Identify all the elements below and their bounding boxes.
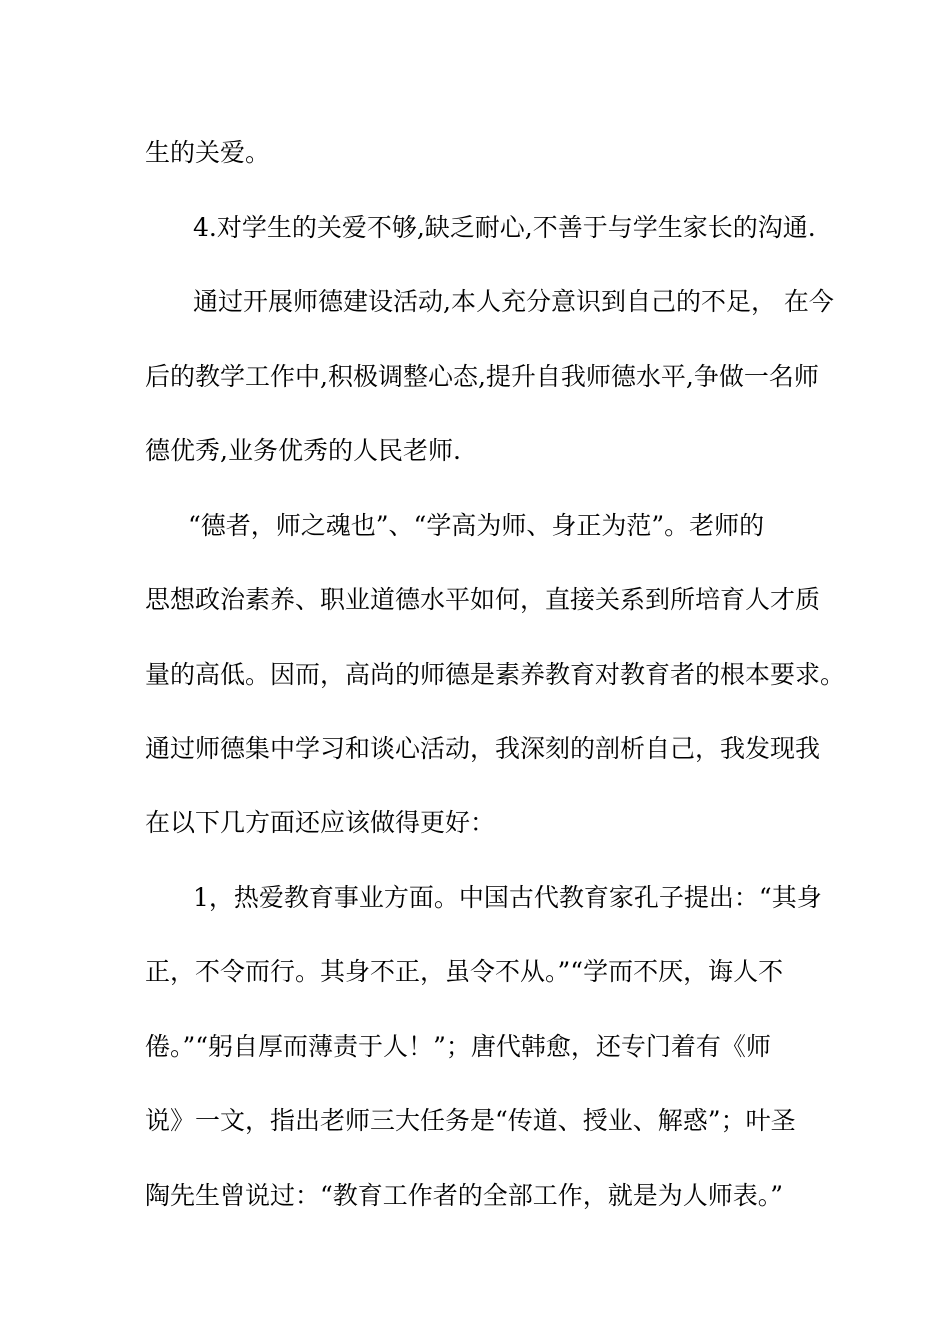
text-line: 4.对学生的关爱不够,缺乏耐心,不善于与学生家长的沟通. [193, 213, 816, 242]
text-line: 量的高低。因而，高尚的师德是素养教育对教育者的根本要求。 [145, 660, 846, 689]
text-line: 通过开展师德建设活动,本人充分意识到自己的不足， 在今 [193, 287, 834, 316]
text-line: 在以下几方面还应该做得更好： [145, 808, 496, 837]
text-line: 陶先生曾说过：“教育工作者的全部工作，就是为人师表。” [145, 1181, 784, 1210]
text-line: 1，热爱教育事业方面。中国古代教育家孔子提出：“其身 [193, 883, 822, 912]
text-line: 倦。”“躬自厚而薄责于人！”；唐代韩愈，还专门着有《师 [145, 1032, 771, 1061]
text-line: 后的教学工作中,积极调整心态,提升自我师德水平,争做一名师 [145, 362, 819, 391]
text-line: “德者，师之魂也”、“学高为师、身正为范”。老师的 [188, 511, 765, 540]
text-line: 德优秀,业务优秀的人民老师. [145, 436, 461, 465]
text-line: 思想政治素养、职业道德水平如何，直接关系到所培育人才质 [145, 585, 821, 614]
text-line: 说》一文，指出老师三大任务是“传道、授业、解惑”；叶圣 [145, 1106, 796, 1135]
text-line: 生的关爱。 [145, 138, 271, 167]
text-line: 正，不令而行。其身不正，虽令不从。”“学而不厌，诲人不 [145, 957, 784, 986]
text-line: 通过师德集中学习和谈心活动，我深刻的剖析自己，我发现我 [145, 734, 821, 763]
